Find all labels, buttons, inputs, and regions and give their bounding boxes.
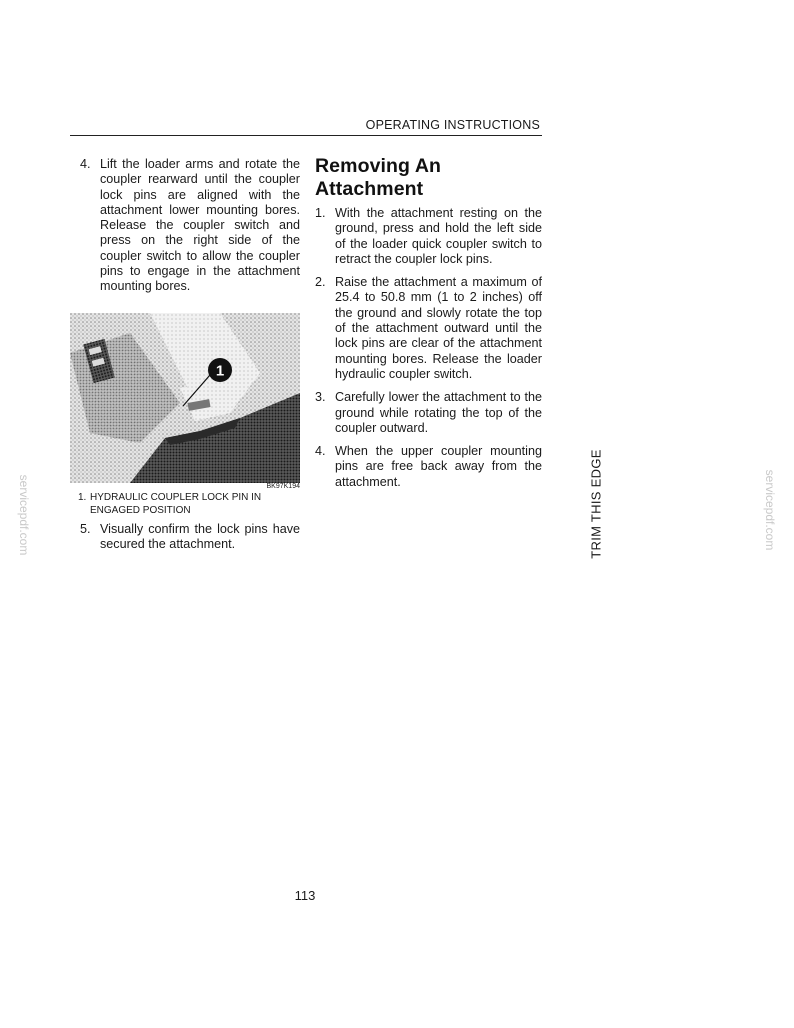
- step-number: 5.: [80, 522, 91, 536]
- figure-caption: [78, 492, 298, 517]
- coupler-photo-illustration: [70, 313, 300, 483]
- step-text: Raise the attachment a maximum of 25.4 to 50.8 mm (1 to 2 inches) off the ground and slowly rotate the top of the attachment outward until the lock pins are clear of the attachment mounting bores. Release the loader hydraulic coupler switch.: [335, 275, 542, 381]
- removal-step-1: [315, 206, 542, 267]
- step-number: 3.: [315, 390, 326, 405]
- step-text: Carefully lower the attachment to the ground while rotating the top of the coupler outward.: [335, 390, 542, 435]
- coupler-lock-pin-photo: [70, 313, 300, 483]
- left-column-bottom: [80, 522, 300, 561]
- watermark-right: servicepdf.com: [763, 469, 777, 551]
- step-number: 4.: [80, 157, 91, 171]
- caption-number: 1.: [78, 492, 87, 503]
- watermark-left: servicepdf.com: [17, 474, 31, 556]
- header-rule: [70, 135, 542, 136]
- section-title: OPERATING INSTRUCTIONS: [365, 118, 540, 132]
- step-number: 2.: [315, 275, 326, 290]
- step-4-install: [80, 157, 300, 295]
- page-number: 113: [294, 888, 316, 903]
- step-number: 4.: [315, 444, 326, 459]
- step-text: Lift the loader arms and rotate the coupler rearward until the coupler lock pins are aligned with the attachment lower mounting bores. Release the coupler switch and press on the right side of the coupler switch to allow the coupler pins to engage in the attachment mounting bores.: [100, 157, 300, 294]
- step-5-confirm: [80, 522, 300, 553]
- step-text: With the attachment resting on the ground, press and hold the left side of the loader quick coupler switch to retract the coupler lock pins.: [335, 206, 542, 266]
- step-text: When the upper coupler mounting pins are free back away from the attachment.: [335, 444, 542, 489]
- figure-id: BK97K194: [266, 483, 300, 490]
- section-heading: Removing An Attachment: [315, 155, 442, 200]
- trim-edge-label: TRIM THIS EDGE: [588, 449, 604, 559]
- removal-step-3: [315, 390, 542, 436]
- callout-number: 1: [215, 362, 225, 380]
- step-text: Visually confirm the lock pins have secured the attachment.: [100, 522, 300, 552]
- left-column: [80, 157, 300, 303]
- removal-step-2: [315, 275, 542, 382]
- step-number: 1.: [315, 206, 326, 220]
- caption-text: HYDRAULIC COUPLER LOCK PIN IN ENGAGED POSITION: [90, 492, 262, 516]
- removal-step-4: [315, 444, 542, 490]
- right-column: [315, 155, 542, 498]
